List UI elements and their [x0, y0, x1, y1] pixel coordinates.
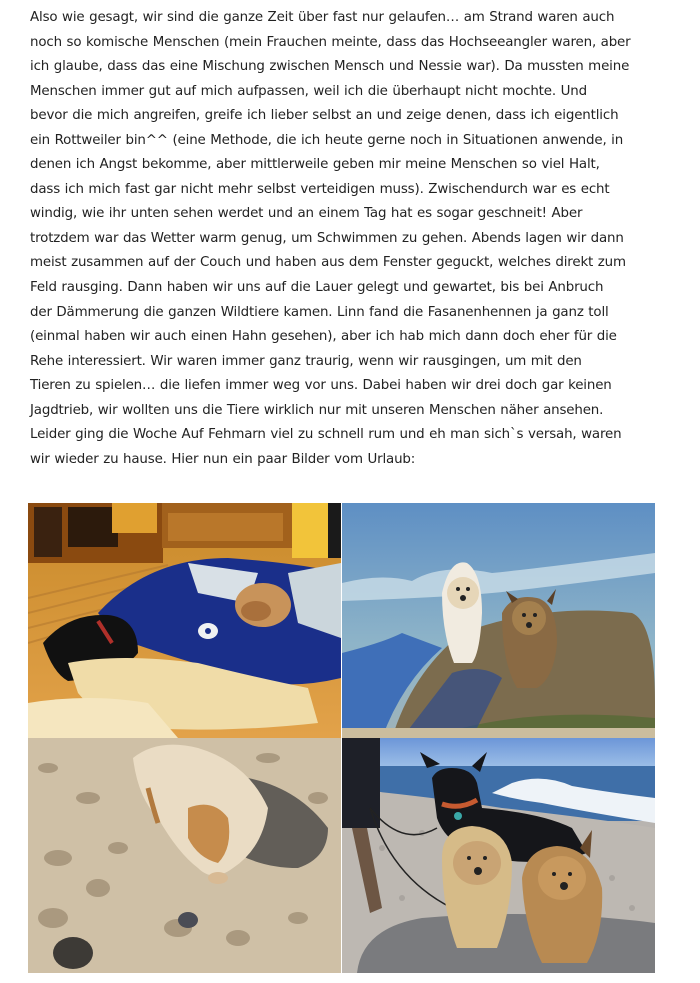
text-line: ein Rottweiler bin^^ (eine Methode, die ich heute gerne noch in Situationen anwende, in — [30, 132, 624, 148]
text-line: trotzdem war das Wetter warm genug, um Schwimmen zu gehen. Abends lagen wir dann — [30, 230, 624, 246]
photo-dogs-under-blanket — [28, 503, 341, 738]
text-line: Jagdtrieb, wir wollten uns die Tiere wirklich nur mit unseren Menschen näher ansehen. — [30, 402, 604, 418]
text-line: dass ich mich fast gar nicht mehr selbst verteidigen muss). Zwischendurch war es echt — [30, 181, 610, 197]
text-line: Menschen immer gut auf mich aufpassen, weil ich die überhaupt nicht mochte. Und — [30, 83, 587, 99]
text-line: (einmal haben wir auch einen Hahn gesehen), aber ich hab mich dann doch eher für die — [30, 329, 617, 345]
photo-collage — [28, 503, 655, 973]
text-line: noch so komische Menschen (mein Frauchen meinte, dass das Hochseeangler waren, aber — [30, 34, 631, 50]
text-line: windig, wie ihr unten sehen werdet und an einem Tag hat es sogar geschneit! Aber — [30, 206, 583, 222]
text-line: wir wieder zu hause. Hier nun ein paar Bilder vom Urlaub: — [30, 451, 416, 467]
photo-terriers-on-rock — [342, 503, 655, 738]
text-line: meist zusammen auf der Couch und haben aus dem Fenster geguckt, welches direkt zum — [30, 255, 626, 271]
text-line: Leider ging die Woche Auf Fehmarn viel zu schnell rum und eh man sich`s versah, waren — [30, 427, 622, 443]
text-line: Rehe interessiert. Wir waren immer ganz traurig, wenn wir rausgingen, um mit den — [30, 353, 582, 369]
text-line: Feld rausging. Dann haben wir uns auf die Lauer gelegt und gewartet, bis bei Anbruch — [30, 280, 604, 296]
text-line: der Dämmerung die ganzen Wildtiere kamen. Linn fand die Fasanenhennen ja ganz toll — [30, 304, 609, 320]
text-line: ich glaube, dass das eine Mischung zwischen Mensch und Nessie war). Da mussten meine — [30, 59, 630, 75]
photo-yorkie-digging-sand — [28, 738, 341, 973]
text-line: Tieren zu spielen… die liefen immer weg vor uns. Dabei haben wir drei doch gar keinen — [30, 378, 612, 394]
photo-three-dogs-beach — [342, 738, 655, 973]
text-line: denen ich Angst bekomme, aber mittlerweile geben mir meine Menschen so viel Halt, — [30, 157, 600, 173]
text-line: bevor die mich angreifen, greife ich lieber selbst an und zeige denen, dass ich eigentlich — [30, 108, 619, 124]
text-line: Also wie gesagt, wir sind die ganze Zeit über fast nur gelaufen… am Strand waren auch — [30, 10, 615, 25]
article-text — [30, 6, 680, 472]
